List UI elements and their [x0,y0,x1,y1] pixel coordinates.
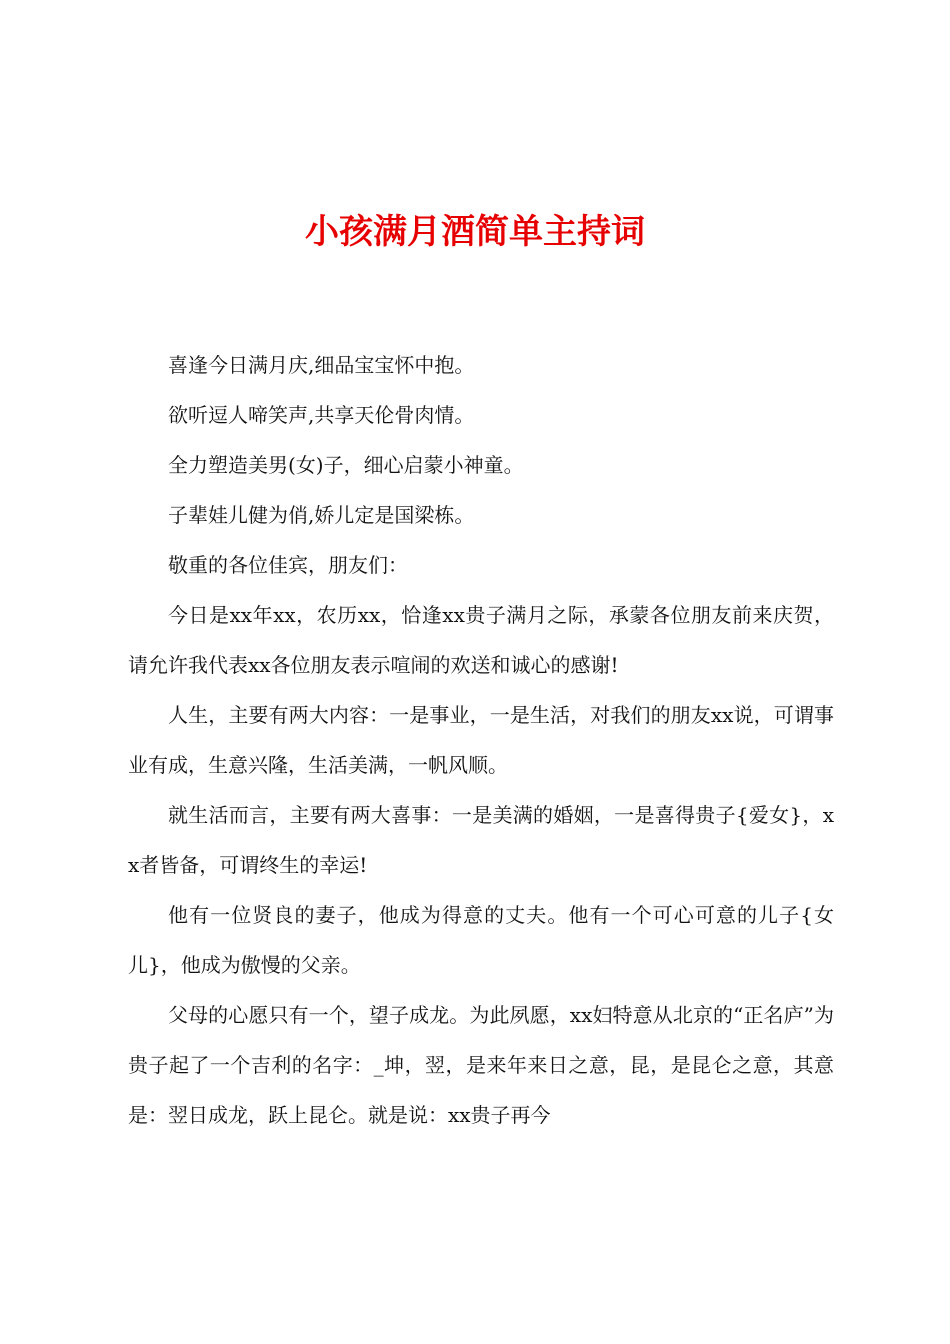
paragraph: 敬重的各位佳宾，朋友们： [168,553,408,577]
paragraph: 喜逢今日满月庆,细品宝宝怀中抱。 [168,353,475,377]
paragraph: 就生活而言，主要有两大喜事：一是美满的婚姻，一是喜得贵子{爱女}，xx者皆备，可谓终生的幸运! [128,803,834,877]
paragraph: 全力塑造美男(女)子，细心启蒙小神童。 [168,453,524,477]
paragraph: 他有一位贤良的妻子，他成为得意的丈夫。他有一个可心可意的儿子{女儿}，他成为傲慢的父亲。 [128,903,834,977]
paragraph: 欲听逗人啼笑声,共享天伦骨肉情。 [168,403,475,427]
paragraph: 今日是xx年xx，农历xx，恰逢xx贵子满月之际，承蒙各位朋友前来庆贺，请允许我代表xx各位朋友表示喧闹的欢送和诚心的感谢! [128,603,834,677]
paragraph: 父母的心愿只有一个，望子成龙。为此夙愿，xx妇特意从北京的“正名庐”为贵子起了一个吉利的名字：_坤，翌，是来年来日之意，昆，是昆仑之意，其意是：翌日成龙，跃上昆仑。就是说：xx贵子再今 [128,1003,834,1127]
paragraph: 子辈娃儿健为俏,娇儿定是国梁栋。 [168,503,475,527]
document-body [128,340,834,1140]
paragraph: 人生，主要有两大内容：一是事业，一是生活，对我们的朋友xx说，可谓事业有成，生意兴隆，生活美满，一帆风顺。 [128,703,834,777]
document-title: 小孩满月酒简单主持词 [305,212,645,252]
